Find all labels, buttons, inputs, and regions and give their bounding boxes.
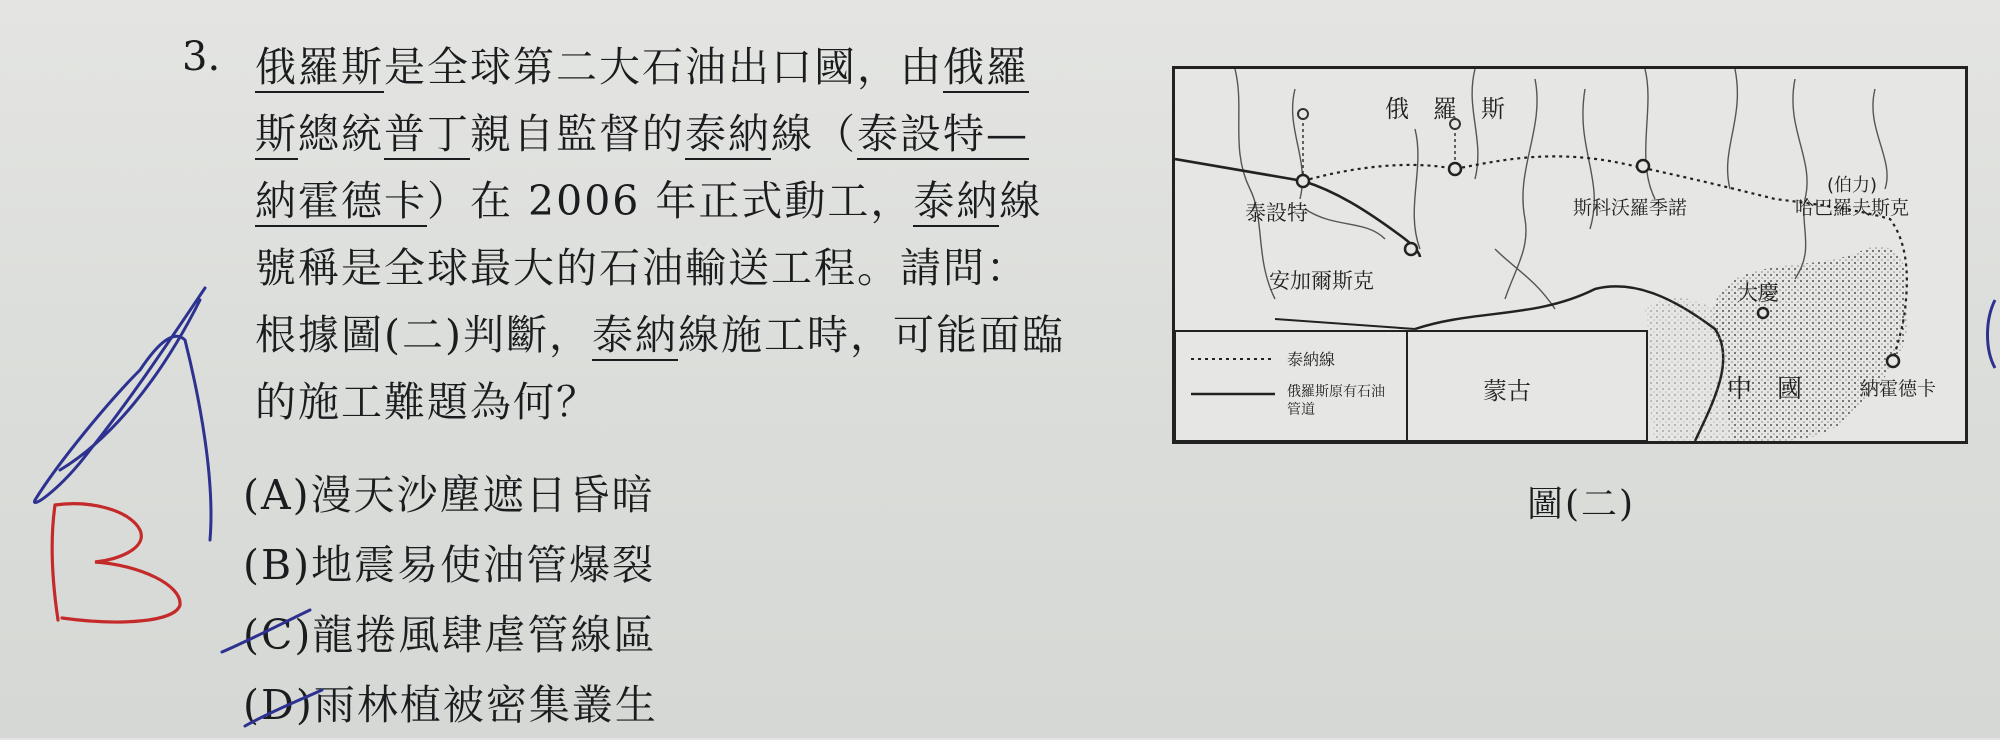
china-stipple [1712,246,1908,441]
border-line [1275,319,1415,329]
stem-text: 線 [999,177,1043,225]
stem-line-1 [255,34,1135,101]
stem-text: 線施工時，可能面臨 [678,311,1065,359]
stem-text: 總統 [298,110,384,158]
stem-line-4 [255,235,1135,302]
stem-line-3 [255,168,1135,235]
option-d: (D)雨林植被密集叢生 [243,681,658,729]
nakhodka-marker [1887,355,1899,367]
blue-a-mark [34,288,211,540]
underlined-term: 泰納 [913,177,1000,225]
underlined-term: 俄羅 [943,43,1029,91]
answer-options [243,460,658,740]
label-daqing: 大慶 [1737,281,1779,305]
stem-text: 線（ [771,110,857,158]
label-taishet: 泰設特 [1245,201,1308,225]
underlined-term: 泰納 [592,311,678,359]
label-angarsk: 安加爾斯克 [1269,269,1374,293]
blue-edge-arc [1988,300,1996,368]
stem-text: 號稱是全球最大的石油輸送工程。請問： [255,244,1029,292]
question-stem [255,34,1135,436]
label-mongolia: 蒙古 [1483,377,1531,405]
legend-existing-label: 俄羅斯原有石油管道 [1287,384,1385,418]
underlined-term: 斯 [255,110,298,158]
figure-caption: 圖(二) [1527,484,1636,525]
legend-taina-label: 泰納線 [1287,350,1336,369]
underlined-term: 普丁 [384,110,470,158]
angarsk-marker [1405,243,1417,255]
china-stipple-2 [1645,298,1735,441]
stem-line-6 [255,369,1135,436]
label-skovorodino: 斯科沃羅季諾 [1573,197,1688,219]
label-nakhodka: 納霍德卡 [1860,378,1937,400]
daqing-marker [1758,308,1768,318]
underlined-term: 俄羅斯 [255,43,384,91]
option-b: (B)地震易使油管爆裂 [243,541,656,589]
hub-marker [1449,163,1461,175]
red-b-answer [52,504,180,622]
label-khabarovsk-alt: (伯力) [1827,175,1878,196]
label-khabarovsk: 哈巴羅夫斯克 [1795,197,1910,219]
option-c: (C)龍捲風肆虐管線區 [243,611,657,659]
feeder-branches [1303,117,1455,181]
skovorodino-marker [1637,160,1649,172]
stem-text: 根據圖(二)判斷， [255,311,592,359]
stem-line-2 [255,101,1135,168]
taishet-marker [1297,175,1309,187]
label-russia: 俄 羅 斯 [1385,95,1505,123]
question-number: 3. [182,34,221,80]
stem-text: 親自監督的 [470,110,685,158]
stem-text: 是全球第二大石油出口國，由 [384,43,943,91]
stem-line-5 [255,302,1135,369]
label-china: 中 國 [1727,374,1803,403]
underlined-term: 泰納 [685,110,771,158]
stem-text: ）在 2006 年正式動工， [427,177,914,225]
underlined-term: 泰設特— [857,110,1029,158]
option-a: (A)漫天沙塵遮日昏暗 [243,471,655,519]
stem-text: 的施工難題為何？ [255,378,599,426]
map-figure [1172,66,1968,444]
underlined-term: 納霍德卡 [255,177,427,225]
